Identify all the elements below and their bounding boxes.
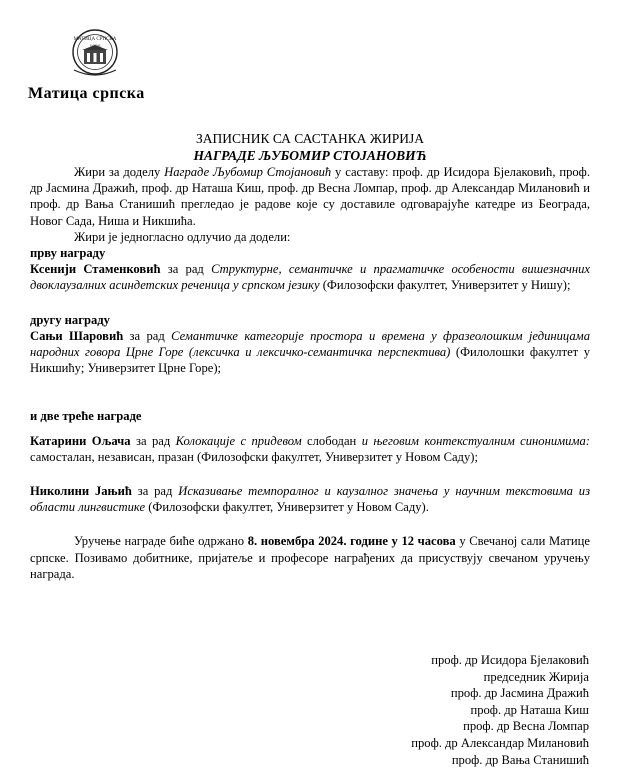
document-subtitle: НАГРАДЕ ЉУБОМИР СТОЈАНОВИЋ: [193, 148, 427, 163]
signer-line: проф. др Вања Станишић: [451, 752, 589, 767]
svg-text:МАТИЦА СРПСКА: МАТИЦА СРПСКА: [73, 37, 117, 42]
jury-signatures: [411, 652, 589, 768]
minutes-document: [30, 130, 590, 582]
logo-wordmark: Матица српска: [28, 85, 145, 102]
third-prize-heading: и две треће награде: [30, 409, 142, 424]
signer-line: председник Жирија: [483, 669, 589, 684]
second-prize-entry: Сањи Шаровић за рад Семантичке категорије простора и времена у фразеолошким јединицама народних говора Црне Горе (лексичка и лексичко-семантичка перспектива) (Филолошки факултет у Никшићу; Универзитет Црне Горе);: [30, 328, 590, 376]
intro-paragraph: Жири за доделу Награде Љубомир Стојановић у саставу: проф. др Исидора Бјелаковић, проф. др Јасмина Дражић, проф. др Наташа Киш, проф. др Весна Ломпар, проф. др Александар Милановић и проф. др Вања Станишић прегледао је радове које су доставиле одговарајуће катедре из Београда, Новог Сада, Ниша и Никшића.: [30, 165, 590, 228]
first-prize-heading: прву награду: [30, 246, 106, 261]
second-prize-heading: другу награду: [30, 312, 110, 327]
third-prize-entry-a: Катарини Ољача за рад Колокације с придевом слободан и његовим контекстуалним синонимима: самосталан, независан, празан (Филозофски факултет, Универзитет у Новом Саду);: [30, 433, 590, 464]
first-prize-entry: Ксенији Стаменковић за рад Структурне, семантичке и прагматичке особености вишезначних двоклаузалних асиндетских реченица у српском језику (Филозофски факултет, Универзитет у Нишу);: [30, 262, 590, 293]
document-title: ЗАПИСНИК СА САСТАНКА ЖИРИЈА: [195, 131, 425, 146]
ceremony-paragraph: Уручење награде биће одржано 8. новембра 2024. године у 12 часова у Свечаној сали Матице српске. Позивамо добитнике, пријатеље и професоре награђених да присуствују свечаном уручењу награда.: [30, 534, 590, 581]
signer-line: проф. др Јасмина Дражић: [450, 686, 589, 701]
signer-line: проф. др Александар Милановић: [411, 735, 589, 750]
third-prize-entry-b: Николини Јањић за рад Исказивање темпоралног и каузалног значења у научним текстовима из области лингвистике (Филозофски факултет, Универзитет у Новом Саду).: [30, 484, 590, 515]
matica-srpska-logo: [28, 28, 158, 103]
signer-line: проф. др Наташа Киш: [470, 702, 589, 717]
decision-line: Жири је једногласно одлучио да додели:: [74, 229, 291, 244]
signer-line: проф. др Исидора Бјелаковић: [431, 653, 589, 667]
seal-emblem-icon: [70, 28, 120, 82]
signer-line: проф. др Весна Ломпар: [463, 719, 589, 734]
